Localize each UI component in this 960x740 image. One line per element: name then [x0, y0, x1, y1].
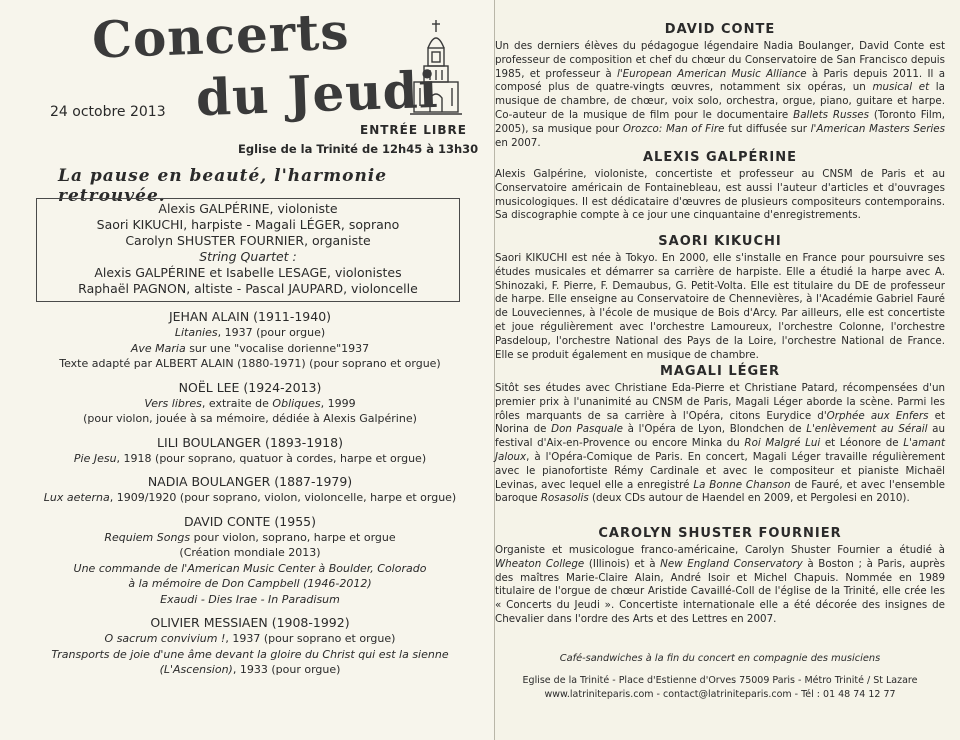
composer-heading: JEHAN ALAIN (1911-1940): [168, 309, 332, 324]
bio-title: DAVID CONTE: [664, 22, 776, 37]
bio-text: Alexis Galpérine, violoniste, concertiste et professeur au CNSM de Paris et au Conservatoire américain de Fontainebleau, est aussi l'auteur d'articles et d'ouvrages musicologiques. Il est dédicataire d'œuvres de plusieurs compositeurs contemporains. Sa discographie compte à ce jour une cinquantaine d'enregistrements.: [495, 168, 945, 222]
church-tower-icon: [408, 18, 464, 118]
concert-date: 24 octobre 2013: [50, 104, 166, 120]
right-page: [494, 0, 960, 740]
performer-line: Saori KIKUCHI, harpiste - Magali LÉGER, soprano: [96, 217, 400, 232]
entry-free: ENTRÉE LIBRE: [360, 123, 467, 137]
bio-text: Un des derniers élèves du pédagogue légendaire Nadia Boulanger, David Conte est professeur de composition et chef du chœur du Conservatoire de San Francisco depuis 1985, et professeur à l'European American Music Alliance à Paris depuis 2011. Il a composé plus de quatre-vingts œuvres, notamment six opéras, un musical et la musique de chambre, de chœur, voix solo, orchestra, orgue, piano, guitare et harpe. Co-auteur de la musique de film pour le documentaire Ballets Russes (Toronto Film, 2005), sa musique pour Orozco: Man of Fire fut diffusée sur l'American Masters Series en 2007.: [495, 40, 946, 149]
work-line: Ave Maria sur une "vocalise dorienne"1937: [130, 341, 370, 355]
quartet-heading: String Quartet :: [199, 249, 297, 264]
bio-title: ALEXIS GALPÉRINE: [642, 150, 797, 165]
composer-heading: NADIA BOULANGER (1887-1979): [147, 474, 353, 489]
bio-title: MAGALI LÉGER: [659, 364, 781, 379]
performers-box: [36, 198, 460, 302]
bio-text: Saori KIKUCHI est née à Tokyo. En 2000, elle s'installe en France pour poursuivre ses études musicales et démarrer sa carrière de harpiste. Elle a étudié la harpe avec A. Shinozaki, F. Pierre, F. Demaubus, G. Petit-Volta. Elle est titulaire du DE de professeur de harpe. Elle enseigne au Conservatoire de Chennevières, à l'Académie Gabriel Fauré de Louveciennes, à l'école de musique de Bois d'Arcy. Par ailleurs, elle est concertiste et joue régulièrement avec l'orchestre Lamoureux, l'orchestre Colonne, l'orchestre Pasdeloup, l'orchestre National des Pays de la Loire, l'orchestre National de France. Elle se produit également en musique de chambre.: [495, 252, 945, 361]
composer-heading: NOËL LEE (1924-2013): [178, 379, 322, 395]
program: [40, 308, 460, 678]
work-line: O sacrum convivium !, 1937 (pour soprano et orgue): [104, 632, 396, 645]
footer: [495, 652, 945, 702]
tagline: La pause en beauté, l'harmonie retrouvée.: [58, 166, 388, 206]
bio-text: Sitôt ses études avec Christiane Eda-Pierre et Christiane Patard, récompensées d'un premier prix à l'unanimité au CNSM de Paris, Magali Léger aborde la scène. Parmi les rôles marquants de sa carrière à l'Opéra, citons Eurydice d'Orphée aux Enfers et Norina de Don Pasquale à l'Opéra de Lyon, Blondchen de L'enlèvement au Sérail au festival d'Aix-en-Provence ou encore Minka du Roi Malgré Lui et Léonore de L'amant Jaloux, à l'Opéra-Comique de Paris. En concert, Magali Léger travaille régulièrement avec le pianofortiste Rémy Cardinale et avec le compositeur et pianiste Michaël Levinas, avec lequel elle a enregistré La Bonne Chanson de Fauré, et avec l'ensemble baroque Rosasolis (deux CDs autour de Haendel en 2009, et Pergolesi en 2010).: [495, 382, 946, 505]
work-line: Transports de joie d'une âme devant la gloire du Christ qui est la sienne: [51, 647, 449, 661]
performer-line: Alexis GALPÉRINE et Isabelle LESAGE, violonistes: [94, 265, 402, 280]
bio-title: SAORI KIKUCHI: [658, 234, 782, 249]
work-line: Une commande de l'American Music Center à Boulder, Colorado: [73, 561, 427, 575]
work-line: Litanies, 1937 (pour orgue): [174, 326, 326, 339]
work-line: (pour violon, jouée à sa mémoire, dédiée à Alexis Galpérine): [83, 412, 417, 425]
work-line: Exaudi - Dies Irae - In Paradisum: [160, 592, 340, 606]
work-line: (Création mondiale 2013): [179, 546, 321, 559]
venue-time: Eglise de la Trinité de 12h45 à 13h30: [238, 142, 479, 156]
composer-heading: LILI BOULANGER (1893-1918): [157, 434, 343, 450]
work-line: Vers libres, extraite de Obliques, 1999: [144, 396, 356, 410]
title-du-jeudi: du Jeudi: [195, 59, 440, 128]
composer-heading: DAVID CONTE (1955): [184, 513, 316, 529]
work-line: à la mémoire de Don Campbell (1946-2012): [128, 577, 372, 590]
cafe-note: Café-sandwiches à la fin du concert en compagnie des musiciens: [559, 653, 881, 664]
performer-line: Alexis GALPÉRINE, violoniste: [158, 201, 338, 216]
title-concerts: Concerts: [91, 1, 351, 70]
contact: www.latriniteparis.com - contact@latriniteparis.com - Tél : 01 48 74 12 77: [544, 689, 896, 700]
composer-heading: OLIVIER MESSIAEN (1908-1992): [150, 615, 350, 630]
address: Eglise de la Trinité - Place d'Estienne d'Orves 75009 Paris - Métro Trinité / St Lazare: [522, 675, 918, 686]
performer-line: Raphaël PAGNON, altiste - Pascal JAUPARD, violoncelle: [78, 281, 418, 296]
performer-line: Carolyn SHUSTER FOURNIER, organiste: [125, 233, 371, 248]
work-line: (L'Ascension), 1933 (pour orgue): [159, 663, 341, 676]
work-line: Pie Jesu, 1918 (pour soprano, quatuor à cordes, harpe et orgue): [73, 451, 427, 465]
work-line: Lux aeterna, 1909/1920 (pour soprano, violon, violoncelle, harpe et orgue): [43, 491, 457, 504]
work-line: Texte adapté par ALBERT ALAIN (1880-1971) (pour soprano et orgue): [59, 357, 441, 370]
work-line: Requiem Songs pour violon, soprano, harpe et orgue: [104, 530, 396, 544]
bio-title: CAROLYN SHUSTER FOURNIER: [598, 526, 842, 541]
bio-text: Organiste et musicologue franco-américaine, Carolyn Shuster Fournier a étudié à Wheaton College (Illinois) et à New England Conservatory à Boston ; à Paris, auprès des maîtres Marie-Claire Alain, André Isoir et Michel Chapuis. Nommée en 1989 titulaire de l'orgue de chœur Aristide Cavaillé-Coll de l'église de la Trinité, elle crée les « Concerts du Jeudi ». Concertiste internationale elle a été décorée des insignes de Chevalier dans l'ordre des Arts et des Lettres en 2007.: [495, 544, 946, 625]
